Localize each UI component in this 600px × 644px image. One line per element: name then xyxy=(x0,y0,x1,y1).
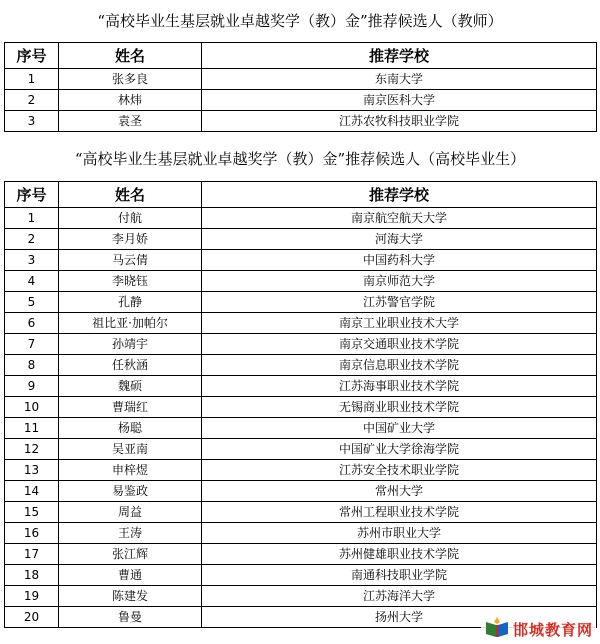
cell-index: 2 xyxy=(5,229,59,250)
cell-school: 南京航空航天大学 xyxy=(202,208,597,229)
table-row xyxy=(5,418,597,439)
section2-title: “高校毕业生基层就业卓越奖学（教）金”推荐候选人（高校毕业生） xyxy=(74,150,526,168)
section1-title: “高校毕业生基层就业卓越奖学（教）金”推荐候选人（教师） xyxy=(97,12,503,30)
cell-name: 申梓煜 xyxy=(59,460,202,481)
cell-name: 马云倩 xyxy=(59,250,202,271)
table-row xyxy=(5,460,597,481)
cell-index: 17 xyxy=(5,544,59,565)
table-row xyxy=(5,502,597,523)
cell-name: 祖比亚·加帕尔 xyxy=(59,313,202,334)
table-header-row xyxy=(5,43,597,69)
cell-school: 江苏农牧科技职业学院 xyxy=(202,111,597,132)
table-header-row xyxy=(5,182,597,208)
cell-school: 中国药科大学 xyxy=(202,250,597,271)
cell-index: 18 xyxy=(5,565,59,586)
cell-name: 张多良 xyxy=(59,69,202,90)
table-row xyxy=(5,111,597,132)
cell-school: 南京师范大学 xyxy=(202,271,597,292)
cell-name: 孙靖宇 xyxy=(59,334,202,355)
cell-name: 鲁曼 xyxy=(59,607,202,628)
cell-index: 20 xyxy=(5,607,59,628)
cell-index: 2 xyxy=(5,90,59,111)
cell-name: 袁圣 xyxy=(59,111,202,132)
cell-index: 13 xyxy=(5,460,59,481)
cell-index: 9 xyxy=(5,376,59,397)
cell-school: 江苏海洋大学 xyxy=(202,586,597,607)
cell-name: 曹瑞红 xyxy=(59,397,202,418)
cell-name: 吴亚南 xyxy=(59,439,202,460)
table-row xyxy=(5,208,597,229)
cell-school: 常州工程职业技术学院 xyxy=(202,502,597,523)
cell-school: 南通科技职业学院 xyxy=(202,565,597,586)
table-row xyxy=(5,376,597,397)
col-header-name: 姓名 xyxy=(59,43,202,69)
cell-index: 15 xyxy=(5,502,59,523)
cell-name: 李晓钰 xyxy=(59,271,202,292)
table-row xyxy=(5,69,597,90)
cell-name: 付航 xyxy=(59,208,202,229)
table-row xyxy=(5,544,597,565)
table-row xyxy=(5,229,597,250)
col-header-school: 推荐学校 xyxy=(202,182,597,208)
table-row xyxy=(5,292,597,313)
cell-name: 任秋涵 xyxy=(59,355,202,376)
cell-school: 江苏海事职业技术学院 xyxy=(202,376,597,397)
table-row xyxy=(5,250,597,271)
table-row xyxy=(5,523,597,544)
cell-school: 中国矿业大学 xyxy=(202,418,597,439)
cell-index: 6 xyxy=(5,313,59,334)
cell-school: 南京交通职业技术学院 xyxy=(202,334,597,355)
table-row xyxy=(5,334,597,355)
cell-school: 常州大学 xyxy=(202,481,597,502)
cell-index: 1 xyxy=(5,208,59,229)
cell-school: 南京医科大学 xyxy=(202,90,597,111)
cell-name: 周益 xyxy=(59,502,202,523)
cell-index: 8 xyxy=(5,355,59,376)
table-row xyxy=(5,439,597,460)
cell-index: 3 xyxy=(5,111,59,132)
cell-index: 7 xyxy=(5,334,59,355)
cell-school: 南京信息职业技术学院 xyxy=(202,355,597,376)
cell-index: 3 xyxy=(5,250,59,271)
cell-school: 江苏安全技术职业学院 xyxy=(202,460,597,481)
graduate-table xyxy=(4,181,597,628)
cell-school: 苏州健雄职业技术学院 xyxy=(202,544,597,565)
cell-index: 14 xyxy=(5,481,59,502)
col-header-school: 推荐学校 xyxy=(202,43,597,69)
cell-name: 李月娇 xyxy=(59,229,202,250)
cell-index: 1 xyxy=(5,69,59,90)
teacher-table xyxy=(4,42,597,132)
cell-school: 无锡商业职业技术学院 xyxy=(202,397,597,418)
cell-index: 19 xyxy=(5,586,59,607)
table-row xyxy=(5,355,597,376)
cell-name: 曹通 xyxy=(59,565,202,586)
table-row xyxy=(5,586,597,607)
cell-school: 东南大学 xyxy=(202,69,597,90)
cell-index: 10 xyxy=(5,397,59,418)
cell-index: 5 xyxy=(5,292,59,313)
cell-school: 江苏警官学院 xyxy=(202,292,597,313)
col-header-name: 姓名 xyxy=(59,182,202,208)
cell-index: 11 xyxy=(5,418,59,439)
table-row xyxy=(5,481,597,502)
cell-school: 南京工业职业技术大学 xyxy=(202,313,597,334)
cell-school: 河海大学 xyxy=(202,229,597,250)
cell-name: 易鉴政 xyxy=(59,481,202,502)
cell-school: 苏州市职业大学 xyxy=(202,523,597,544)
table-row xyxy=(5,90,597,111)
table-row xyxy=(5,397,597,418)
col-header-index: 序号 xyxy=(5,182,59,208)
table-row xyxy=(5,313,597,334)
cell-index: 4 xyxy=(5,271,59,292)
col-header-index: 序号 xyxy=(5,43,59,69)
cell-name: 陈建发 xyxy=(59,586,202,607)
book-logo-icon xyxy=(484,616,510,642)
table-row xyxy=(5,565,597,586)
cell-name: 林炜 xyxy=(59,90,202,111)
cell-school: 扬州大学 xyxy=(202,607,597,628)
watermark-logo xyxy=(481,616,596,642)
cell-name: 孔静 xyxy=(59,292,202,313)
cell-name: 魏硕 xyxy=(59,376,202,397)
cell-name: 王涛 xyxy=(59,523,202,544)
table-row xyxy=(5,271,597,292)
cell-name: 杨聪 xyxy=(59,418,202,439)
cell-index: 16 xyxy=(5,523,59,544)
cell-school: 中国矿业大学徐海学院 xyxy=(202,439,597,460)
cell-name: 张江辉 xyxy=(59,544,202,565)
cell-index: 12 xyxy=(5,439,59,460)
watermark-text: 邯城教育网 xyxy=(512,620,593,639)
